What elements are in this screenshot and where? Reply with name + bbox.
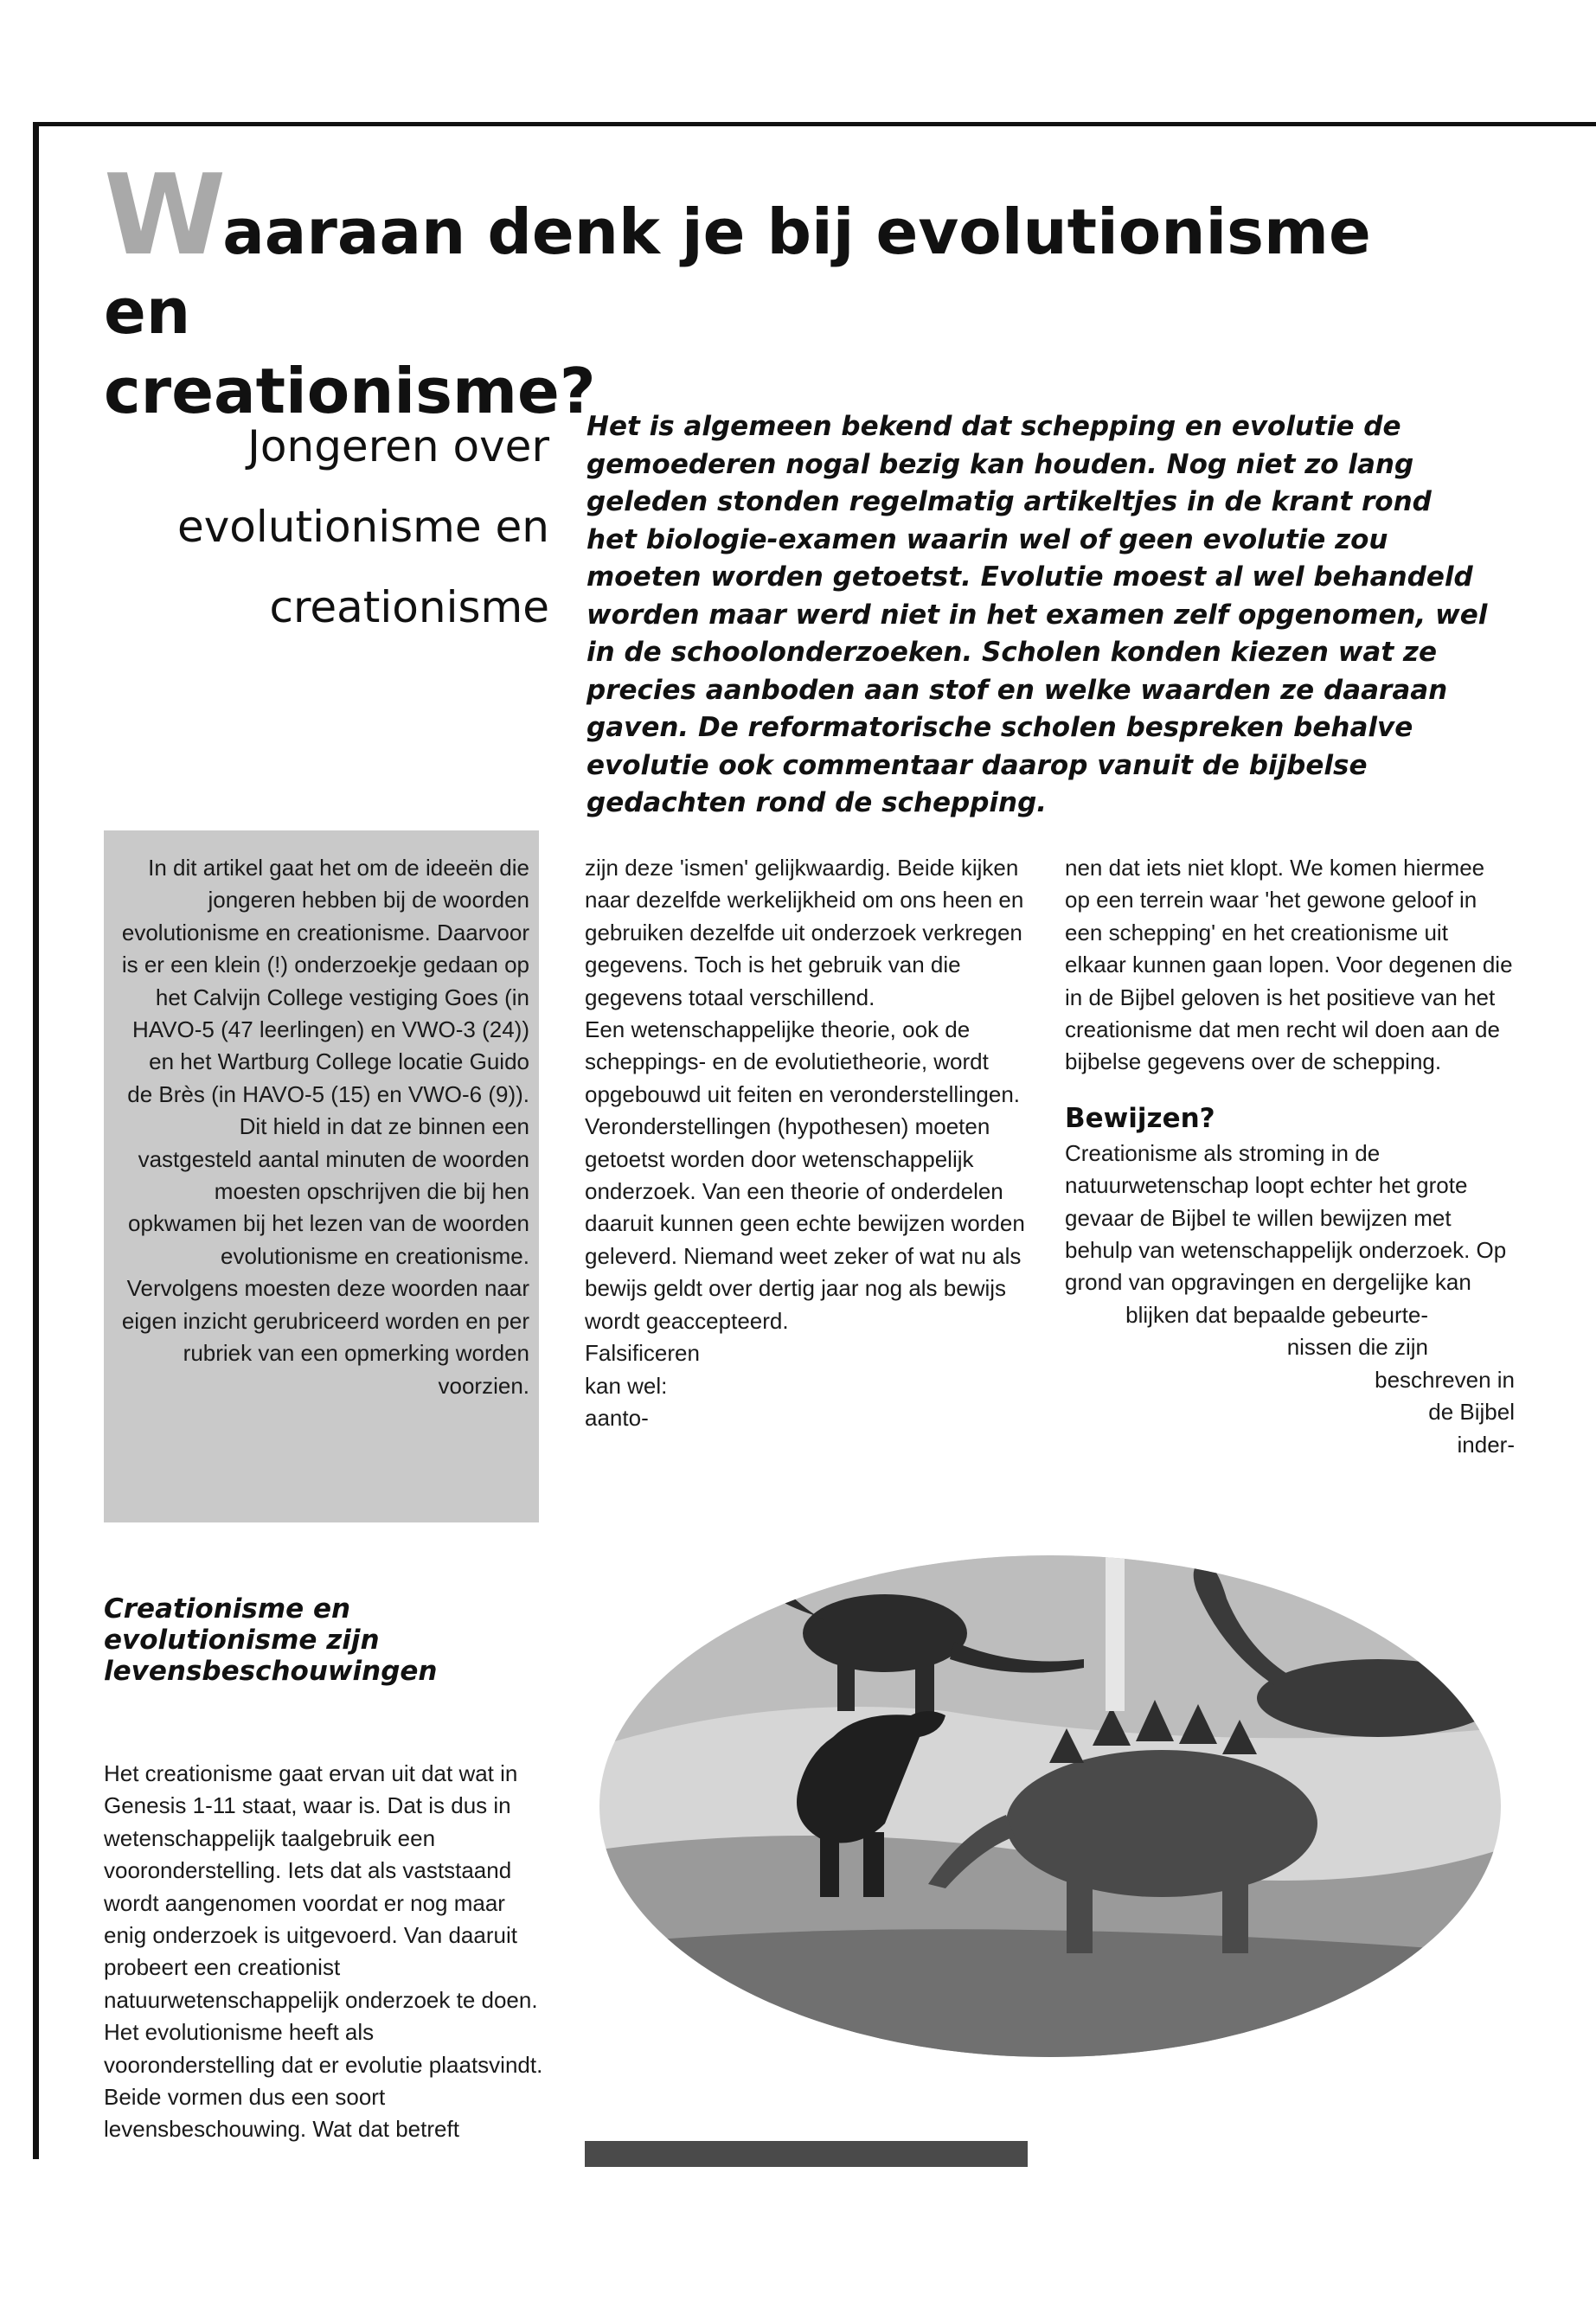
column-1-body: Het creationisme gaat ervan uit dat wat in Genesis 1-11 staat, waar is. Dat is dus in wetenschappelijk taalgebruik een vooronderstelling. Iets dat als vaststaand wordt aangenomen voordat er nog maar enig onderzoek is uitgevoerd. Van daaruit probeert een creationist natuurwetenschappelijk onderzoek te doen. Het evolutionisme heeft als vooronderstelling dat er evolutie plaatsvindt. Beide vormen dus een soort levensbeschouwing. Wat dat betreft [104,1760,543,2143]
column-2 [585,852,1035,1434]
intro-paragraph: Het is algemeen bekend dat schepping en evolutie de gemoederen nogal bezig kan houden. Nog niet zo lang geleden stonden regelmatig artikeltjes in de krant rond het biologie-examen waarin wel of geen evolutie zou moeten worden getoetst. Evolutie moest al wel behandeld worden maar werd niet in het examen zelf opgenomen, wel in de schoolonderzoeken. Scholen konden kiezen wat ze precies aanboden aan stof en welke waarden ze daaraan gaven. De reformatorische scholen bespreken behalve evolutie ook commentaar daarop vanuit de bijbelse gedachten rond de schepping. [586,411,1488,818]
title-line2: creationisme? [104,355,596,427]
subtitle-line: Jongeren over [247,421,549,471]
text-line: de Bijbel [1428,1399,1515,1426]
subtitle-line: creationisme [269,582,549,632]
paragraph: Veronderstellingen (hypothesen) moeten getoetst worden door wetenschappelijk onderzoek. Van een theorie of onderdelen daaruit kunnen geen echte bewijzen worden geleverd. Niemand weet zeker of wat nu als bewijs geldt over dertig jaar nog als bewijs wordt geaccepteerd. [585,1113,1025,1334]
tree-trunk [1106,1538,1125,1711]
sidebar-text: In dit artikel gaat het om de ideeën die jongeren hebben bij de woorden evolutionisme en creationisme. Daarvoor is er een klein (!) onderzoekje gedaan op het Calvijn College vestiging Goes (in HAVO-5 (47 leerlingen) en VWO-3 (24)) en het Wartburg College locatie Guido de Brès (in HAVO-5 (15) en VWO-6 (9)). Dit hield in dat ze binnen een vastgesteld aantal minuten de woorden moesten opschrijven die bij hen opkwamen bij het lezen van de woorden evolutionisme en creationisme. Vervolgens moesten deze woorden naar eigen inzicht gerubriceerd worden en per rubriek van een opmerking worden voorzien. [121,855,529,1399]
paragraph: nen dat iets niet klopt. We komen hiermee op een terrein waar 'het gewone geloof in een schepping' en het creationisme uit elkaar kunnen gaan lopen. Voor degenen die in de Bijbel geloven is het positieve van het creationisme dat men recht wil doen aan de bijbelse gegevens over de schepping. [1065,855,1513,1075]
text-line: Falsificeren [585,1340,700,1367]
title-dropcap: W [104,151,223,280]
text-line: kan wel: [585,1372,668,1399]
paragraph: Een wetenschappelijke theorie, ook de scheppings- en de evolutietheorie, wordt opgebouwd uit feiten en veronderstellingen. [585,1016,1021,1107]
page-border-left [33,122,39,2159]
text-line: beschreven in [1375,1366,1515,1393]
text-line: aanto- [585,1404,649,1431]
subtitle-line: evolutionisme en [176,502,549,552]
page-border-top [33,122,1596,126]
article-title [104,151,1453,431]
section-heading: Creationisme en evolutionisme zijn levensbeschouwingen [104,1593,438,1687]
column-3 [1065,852,1515,1461]
paragraph: Creationisme als stroming in de natuurwetenschap loopt echter het grote gevaar de Bijbel te willen bewijzen met behulp van wetenschappelijk onderzoek. Op grond van opgravingen en dergelijke kan [1065,1139,1507,1296]
title-line1: aaraan denk je bij evolutionisme en [104,195,1371,348]
paragraph: zijn deze 'ismen' gelijkwaardig. Beide kijken naar dezelfde werkelijkheid om ons heen en gebruiken dezelfde uit onderzoek verkregen gegevens. Toch is het gebruik van die gegevens totaal verschillend. [585,855,1024,1010]
text-line: nissen die zijn [1286,1334,1428,1361]
dinosaur-illustration [599,1538,1501,2061]
footer-bar [585,2141,1028,2167]
article-subtitle [104,407,549,648]
section-heading-bewijzen: Bewijzen? [1065,1102,1215,1134]
text-line: blijken dat bepaalde gebeurte- [1125,1301,1428,1328]
text-line: inder- [1457,1431,1515,1458]
